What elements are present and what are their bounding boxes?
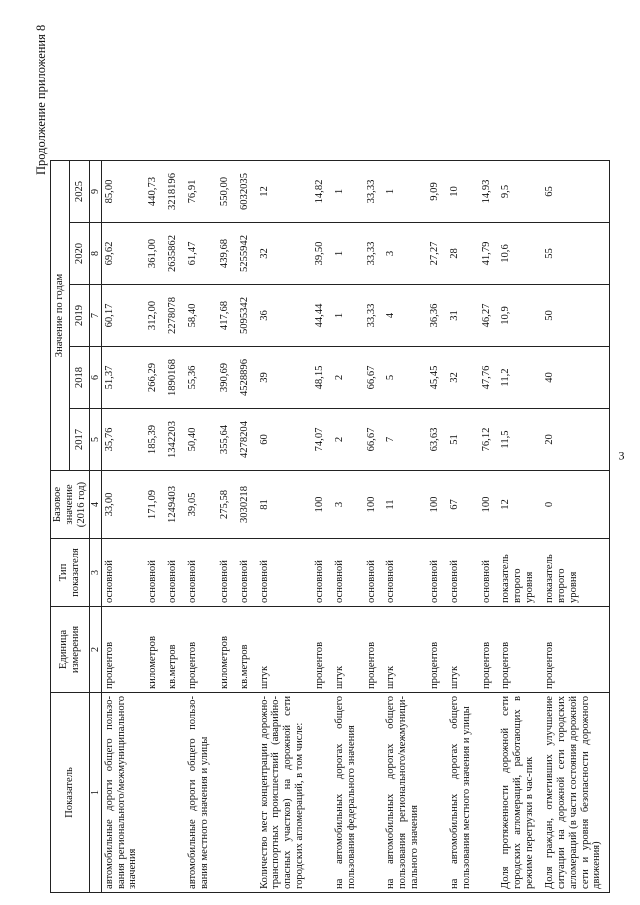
- year-value-cell: 3: [383, 223, 427, 285]
- year-value-cell: 51: [447, 409, 479, 471]
- year-value-cell: 76,91: [185, 161, 217, 223]
- year-value-cell: 2: [332, 347, 364, 409]
- header-indicator: Показатель: [51, 693, 90, 893]
- unit-cell: процентов: [185, 607, 217, 693]
- year-value-cell: 1: [383, 161, 427, 223]
- year-value-cell: 39,50: [312, 223, 332, 285]
- indicator-cell: [364, 693, 384, 893]
- table-row: [217, 161, 237, 893]
- year-value-cell: 1: [332, 223, 364, 285]
- unit-cell: штук: [257, 607, 312, 693]
- year-value-cell: 11,2: [498, 347, 542, 409]
- year-value-cell: 33,33: [364, 223, 384, 285]
- table-row: [332, 161, 364, 893]
- table-row: [312, 161, 332, 893]
- type-cell: основной: [479, 539, 499, 607]
- indicator-cell: [165, 693, 185, 893]
- indicator-cell: Доля граждан, отметивших улучшение ситуации на дорожной сети городских агломераций (в части состояния дорожной сети и уровня безопасности дорожного движения): [542, 693, 610, 893]
- year-value-cell: 4: [383, 285, 427, 347]
- base-value-cell: 0: [542, 471, 610, 539]
- column-number: 5: [89, 409, 101, 471]
- type-cell: основной: [257, 539, 312, 607]
- table-row: [165, 161, 185, 893]
- year-value-cell: 12: [257, 161, 312, 223]
- table-row: [542, 161, 610, 893]
- year-value-cell: 3218196: [165, 161, 185, 223]
- year-value-cell: 36: [257, 285, 312, 347]
- header-type: Тип показателя: [51, 539, 90, 607]
- year-value-cell: 11,5: [498, 409, 542, 471]
- indicator-cell: автомобильные дороги общего пользо-вания местного значения и улицы: [185, 693, 217, 893]
- year-value-cell: 390,69: [217, 347, 237, 409]
- indicator-cell: [312, 693, 332, 893]
- column-number: 1: [89, 693, 101, 893]
- indicator-cell: Доля протяженности дорожной сети городских агломераций, работающих в режиме перегрузки в час-пик: [498, 693, 542, 893]
- unit-cell: процентов: [427, 607, 447, 693]
- year-value-cell: 35,76: [101, 409, 145, 471]
- type-cell: основной: [101, 539, 145, 607]
- unit-cell: процентов: [101, 607, 145, 693]
- year-value-cell: 7: [383, 409, 427, 471]
- base-value-cell: 100: [364, 471, 384, 539]
- base-value-cell: 1249403: [165, 471, 185, 539]
- unit-cell: кв.метров: [237, 607, 257, 693]
- indicator-cell: на автомобильных дорогах общего пользования местного значения и улицы: [447, 693, 479, 893]
- year-value-cell: 4278204: [237, 409, 257, 471]
- base-value-cell: 100: [312, 471, 332, 539]
- indicator-cell: Количество мест концентрации дорожно-транспортных происшествий (аварийно-опасных участков) на дорожной сети городских агломераций, в том числе:: [257, 693, 312, 893]
- type-cell: основной: [332, 539, 364, 607]
- unit-cell: процентов: [364, 607, 384, 693]
- column-number: 3: [89, 539, 101, 607]
- year-value-cell: 1: [332, 161, 364, 223]
- year-value-cell: 76,12: [479, 409, 499, 471]
- column-number: 2: [89, 607, 101, 693]
- header-year: 2017: [70, 409, 89, 471]
- year-value-cell: 10: [447, 161, 479, 223]
- year-value-cell: 312,00: [145, 285, 165, 347]
- year-value-cell: 58,40: [185, 285, 217, 347]
- year-value-cell: 4528896: [237, 347, 257, 409]
- year-value-cell: 10,9: [498, 285, 542, 347]
- type-cell: основной: [312, 539, 332, 607]
- header-base: Базовое значение (2016 год): [51, 471, 90, 539]
- table-row: [498, 161, 542, 893]
- year-value-cell: 5095342: [237, 285, 257, 347]
- unit-cell: процентов: [312, 607, 332, 693]
- indicator-cell: [427, 693, 447, 893]
- table-row: [427, 161, 447, 893]
- year-value-cell: 63,63: [427, 409, 447, 471]
- type-cell: показатель второго уровня: [498, 539, 542, 607]
- unit-cell: километров: [217, 607, 237, 693]
- year-value-cell: 14,93: [479, 161, 499, 223]
- year-value-cell: 65: [542, 161, 610, 223]
- indicator-cell: автомобильные дороги общего пользо-вания регионального/межмуниципального значения: [101, 693, 145, 893]
- type-cell: показатель второго уровня: [542, 539, 610, 607]
- type-cell: основной: [217, 539, 237, 607]
- unit-cell: штук: [383, 607, 427, 693]
- header-year: 2020: [70, 223, 89, 285]
- type-cell: основной: [145, 539, 165, 607]
- year-value-cell: 45,45: [427, 347, 447, 409]
- year-value-cell: 2278078: [165, 285, 185, 347]
- base-value-cell: 12: [498, 471, 542, 539]
- year-value-cell: 51,37: [101, 347, 145, 409]
- year-value-cell: 355,64: [217, 409, 237, 471]
- unit-cell: штук: [332, 607, 364, 693]
- year-value-cell: 31: [447, 285, 479, 347]
- year-value-cell: 47,76: [479, 347, 499, 409]
- table-row: [479, 161, 499, 893]
- year-value-cell: 185,39: [145, 409, 165, 471]
- year-value-cell: 66,67: [364, 409, 384, 471]
- year-value-cell: 85,00: [101, 161, 145, 223]
- base-value-cell: 275,58: [217, 471, 237, 539]
- base-value-cell: 81: [257, 471, 312, 539]
- indicators-table: [50, 160, 610, 893]
- year-value-cell: 40: [542, 347, 610, 409]
- type-cell: основной: [185, 539, 217, 607]
- table-row: [101, 161, 145, 893]
- year-value-cell: 69,62: [101, 223, 145, 285]
- year-value-cell: 439,68: [217, 223, 237, 285]
- year-value-cell: 20: [542, 409, 610, 471]
- year-value-cell: 550,00: [217, 161, 237, 223]
- column-number: 7: [89, 285, 101, 347]
- type-cell: основной: [237, 539, 257, 607]
- column-number: 8: [89, 223, 101, 285]
- header-year: 2025: [70, 161, 89, 223]
- year-value-cell: 60,17: [101, 285, 145, 347]
- unit-cell: километров: [145, 607, 165, 693]
- year-value-cell: 1: [332, 285, 364, 347]
- year-value-cell: 1342203: [165, 409, 185, 471]
- base-value-cell: 3030218: [237, 471, 257, 539]
- year-value-cell: 6032035: [237, 161, 257, 223]
- year-value-cell: 39: [257, 347, 312, 409]
- year-value-cell: 28: [447, 223, 479, 285]
- base-value-cell: 171,09: [145, 471, 165, 539]
- base-value-cell: 67: [447, 471, 479, 539]
- base-value-cell: 39,05: [185, 471, 217, 539]
- header-by-years: Значение по годам: [51, 161, 70, 471]
- type-cell: основной: [364, 539, 384, 607]
- year-value-cell: 417,68: [217, 285, 237, 347]
- year-value-cell: 10,6: [498, 223, 542, 285]
- year-value-cell: 60: [257, 409, 312, 471]
- table-row: [364, 161, 384, 893]
- indicator-cell: [479, 693, 499, 893]
- unit-cell: штук: [447, 607, 479, 693]
- year-value-cell: 266,29: [145, 347, 165, 409]
- indicator-cell: на автомобильных дорогах общего пользования федерального значения: [332, 693, 364, 893]
- year-value-cell: 50,40: [185, 409, 217, 471]
- year-value-cell: 2635862: [165, 223, 185, 285]
- continuation-label: Продолжение приложения 8: [34, 24, 48, 175]
- base-value-cell: 33,00: [101, 471, 145, 539]
- year-value-cell: 33,33: [364, 285, 384, 347]
- year-value-cell: 440,73: [145, 161, 165, 223]
- unit-cell: процентов: [479, 607, 499, 693]
- type-cell: основной: [427, 539, 447, 607]
- indicator-cell: [145, 693, 165, 893]
- year-value-cell: 361,00: [145, 223, 165, 285]
- year-value-cell: 5255942: [237, 223, 257, 285]
- table-row: [237, 161, 257, 893]
- indicator-cell: на автомобильных дорогах общего пользования регионального/межмуници-пального значения: [383, 693, 427, 893]
- indicator-cell: [237, 693, 257, 893]
- header-year: 2018: [70, 347, 89, 409]
- year-value-cell: 55: [542, 223, 610, 285]
- year-value-cell: 74,07: [312, 409, 332, 471]
- type-cell: основной: [447, 539, 479, 607]
- unit-cell: процентов: [498, 607, 542, 693]
- base-value-cell: 11: [383, 471, 427, 539]
- year-value-cell: 50: [542, 285, 610, 347]
- column-number: 9: [89, 161, 101, 223]
- unit-cell: кв.метров: [165, 607, 185, 693]
- column-number: 6: [89, 347, 101, 409]
- year-value-cell: 5: [383, 347, 427, 409]
- year-value-cell: 36,36: [427, 285, 447, 347]
- year-value-cell: 46,27: [479, 285, 499, 347]
- year-value-cell: 2: [332, 409, 364, 471]
- year-value-cell: 44,44: [312, 285, 332, 347]
- unit-cell: процентов: [542, 607, 610, 693]
- column-number: 4: [89, 471, 101, 539]
- year-value-cell: 48,15: [312, 347, 332, 409]
- year-value-cell: 33,33: [364, 161, 384, 223]
- year-value-cell: 61,47: [185, 223, 217, 285]
- year-value-cell: 41,79: [479, 223, 499, 285]
- year-value-cell: 66,67: [364, 347, 384, 409]
- year-value-cell: 55,36: [185, 347, 217, 409]
- table-row: [257, 161, 312, 893]
- header-year: 2019: [70, 285, 89, 347]
- type-cell: основной: [165, 539, 185, 607]
- year-value-cell: 9,09: [427, 161, 447, 223]
- year-value-cell: 9,5: [498, 161, 542, 223]
- year-value-cell: 32: [447, 347, 479, 409]
- year-value-cell: 14,82: [312, 161, 332, 223]
- table-row: [145, 161, 165, 893]
- table-row: [447, 161, 479, 893]
- table-header: [51, 161, 102, 893]
- type-cell: основной: [383, 539, 427, 607]
- base-value-cell: 100: [427, 471, 447, 539]
- page-number: 3: [618, 448, 625, 463]
- year-value-cell: 32: [257, 223, 312, 285]
- table-row: [185, 161, 217, 893]
- header-unit: Единица измерения: [51, 607, 90, 693]
- indicator-cell: [217, 693, 237, 893]
- base-value-cell: 3: [332, 471, 364, 539]
- base-value-cell: 100: [479, 471, 499, 539]
- table-row: [383, 161, 427, 893]
- table-body: [101, 161, 610, 893]
- year-value-cell: 1890168: [165, 347, 185, 409]
- year-value-cell: 27,27: [427, 223, 447, 285]
